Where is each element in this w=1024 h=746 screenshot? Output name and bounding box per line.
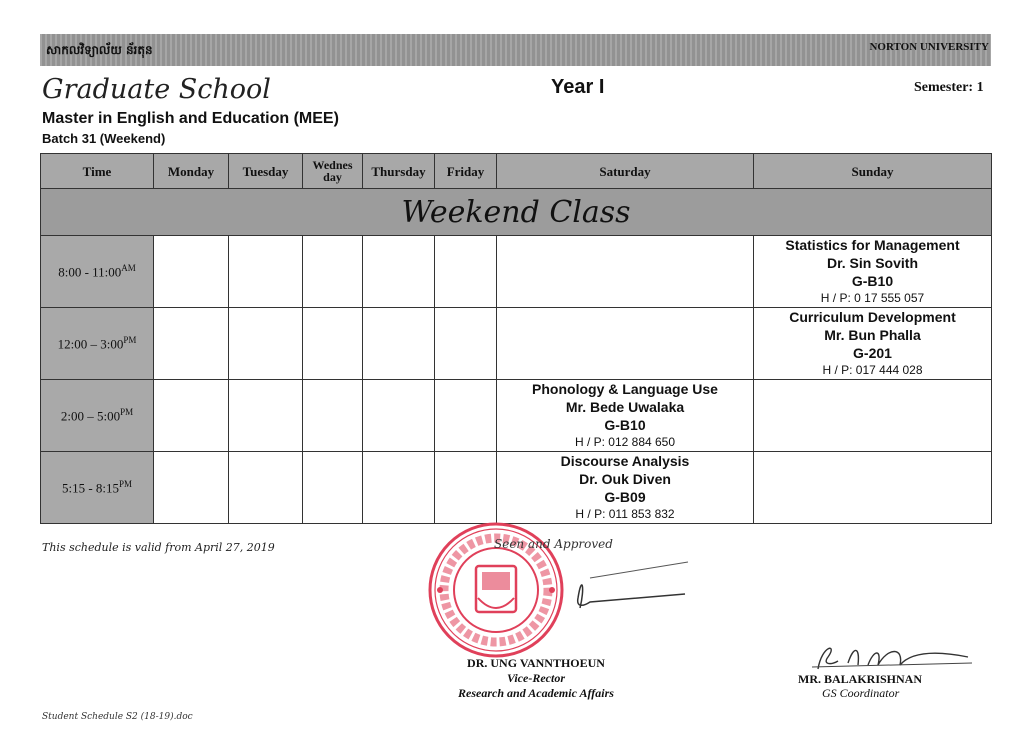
- empty-cell: [363, 380, 435, 452]
- handwritten-signature-icon: [560, 558, 690, 618]
- empty-cell: [229, 380, 303, 452]
- time-cell: [41, 236, 154, 308]
- empty-cell: [229, 452, 303, 524]
- course-name: Curriculum Development: [789, 309, 956, 325]
- course-cell: [754, 308, 992, 380]
- time-cell: [41, 308, 154, 380]
- time-suffix: AM: [121, 262, 136, 273]
- course-cell: [497, 380, 754, 452]
- empty-cell: [154, 308, 229, 380]
- time-range: 8:00 - 11:00: [58, 264, 122, 280]
- column-header: Time: [41, 154, 154, 189]
- room: G-B10: [604, 417, 646, 433]
- time-cell: [41, 380, 154, 452]
- table-header-row: [41, 154, 992, 189]
- empty-cell: [303, 452, 363, 524]
- table-row: [41, 308, 992, 380]
- batch-label: Batch 31 (Weekend): [42, 131, 166, 146]
- empty-cell: [435, 236, 497, 308]
- empty-cell: [303, 236, 363, 308]
- empty-cell: [497, 308, 754, 380]
- time-suffix: PM: [120, 406, 134, 417]
- column-header: Sunday: [754, 154, 992, 189]
- signer-title: GS Coordinator: [822, 686, 900, 700]
- empty-cell: [363, 452, 435, 524]
- column-header: Wednes day: [303, 154, 363, 189]
- time-suffix: PM: [123, 334, 137, 345]
- school-title: Graduate School: [42, 74, 271, 105]
- empty-cell: [497, 236, 754, 308]
- column-header: Saturday: [497, 154, 754, 189]
- time-range: 5:15 - 8:15: [61, 480, 120, 496]
- empty-cell: [303, 380, 363, 452]
- empty-cell: [363, 308, 435, 380]
- table-row: [41, 236, 992, 308]
- column-header: Monday: [154, 154, 229, 189]
- signer-name: MR. BALAKRISHNAN: [798, 672, 923, 686]
- time-range: 12:00 – 3:00: [57, 336, 124, 352]
- course-name: Phonology & Language Use: [532, 381, 718, 397]
- empty-cell: [154, 236, 229, 308]
- document-filename: Student Schedule S2 (18-19).doc: [42, 712, 193, 722]
- lecturer-name: Mr. Bun Phalla: [824, 327, 921, 343]
- time-cell: [41, 452, 154, 524]
- empty-cell: [229, 308, 303, 380]
- year-label: Year I: [551, 76, 605, 98]
- weekend-class-banner: Weekend Class: [41, 189, 992, 236]
- time-suffix: PM: [119, 478, 133, 489]
- room: G-B10: [851, 273, 894, 289]
- empty-cell: [754, 452, 992, 524]
- schedule-table: [40, 153, 992, 524]
- course-cell: [497, 452, 754, 524]
- table-row: [41, 380, 992, 452]
- signer-block-vice-rector: [446, 656, 626, 701]
- course-name: Discourse Analysis: [560, 453, 690, 469]
- lecturer-name: Dr. Ouk Diven: [579, 471, 671, 487]
- lecturer-name: Dr. Sin Sovith: [826, 255, 918, 271]
- column-header: Friday: [435, 154, 497, 189]
- phone: H / P: 011 853 832: [575, 507, 675, 521]
- empty-cell: [154, 380, 229, 452]
- empty-cell: [154, 452, 229, 524]
- empty-cell: [435, 452, 497, 524]
- signer-title: Vice-Rector: [507, 671, 565, 685]
- lecturer-name: Mr. Bede Uwalaka: [565, 399, 685, 415]
- empty-cell: [435, 380, 497, 452]
- program-name: Master in English and Education (MEE): [42, 110, 339, 127]
- empty-cell: [435, 308, 497, 380]
- banner-row: [41, 189, 992, 236]
- empty-cell: [303, 308, 363, 380]
- room: G-B09: [604, 489, 646, 505]
- empty-cell: [754, 380, 992, 452]
- validity-note: This schedule is valid from April 27, 2019: [42, 541, 275, 554]
- course-name: Statistics for Management: [785, 237, 960, 253]
- table-row: [41, 452, 992, 524]
- empty-cell: [229, 236, 303, 308]
- column-header: Tuesday: [229, 154, 303, 189]
- university-name: NORTON UNIVERSITY: [869, 41, 989, 53]
- semester-label: Semester: 1: [914, 80, 984, 95]
- column-header: Thursday: [363, 154, 435, 189]
- signer-block-coordinator: [798, 672, 922, 700]
- seen-approved-note: Seen and Approved: [494, 537, 613, 551]
- khmer-university-name: សាកលវិទ្យាល័យ ន័រតុន: [46, 43, 153, 57]
- time-range: 2:00 – 5:00: [60, 408, 121, 424]
- room: G-201: [853, 345, 892, 361]
- phone: H / P: 0 17 555 057: [820, 291, 925, 305]
- top-banner: [40, 34, 991, 66]
- empty-cell: [363, 236, 435, 308]
- course-cell: [754, 236, 992, 308]
- signer-name: DR. UNG VANNTHOEUN: [467, 656, 605, 670]
- phone: H / P: 017 444 028: [822, 363, 923, 377]
- phone: H / P: 012 884 650: [574, 435, 676, 449]
- signer-department: Research and Academic Affairs: [458, 686, 614, 700]
